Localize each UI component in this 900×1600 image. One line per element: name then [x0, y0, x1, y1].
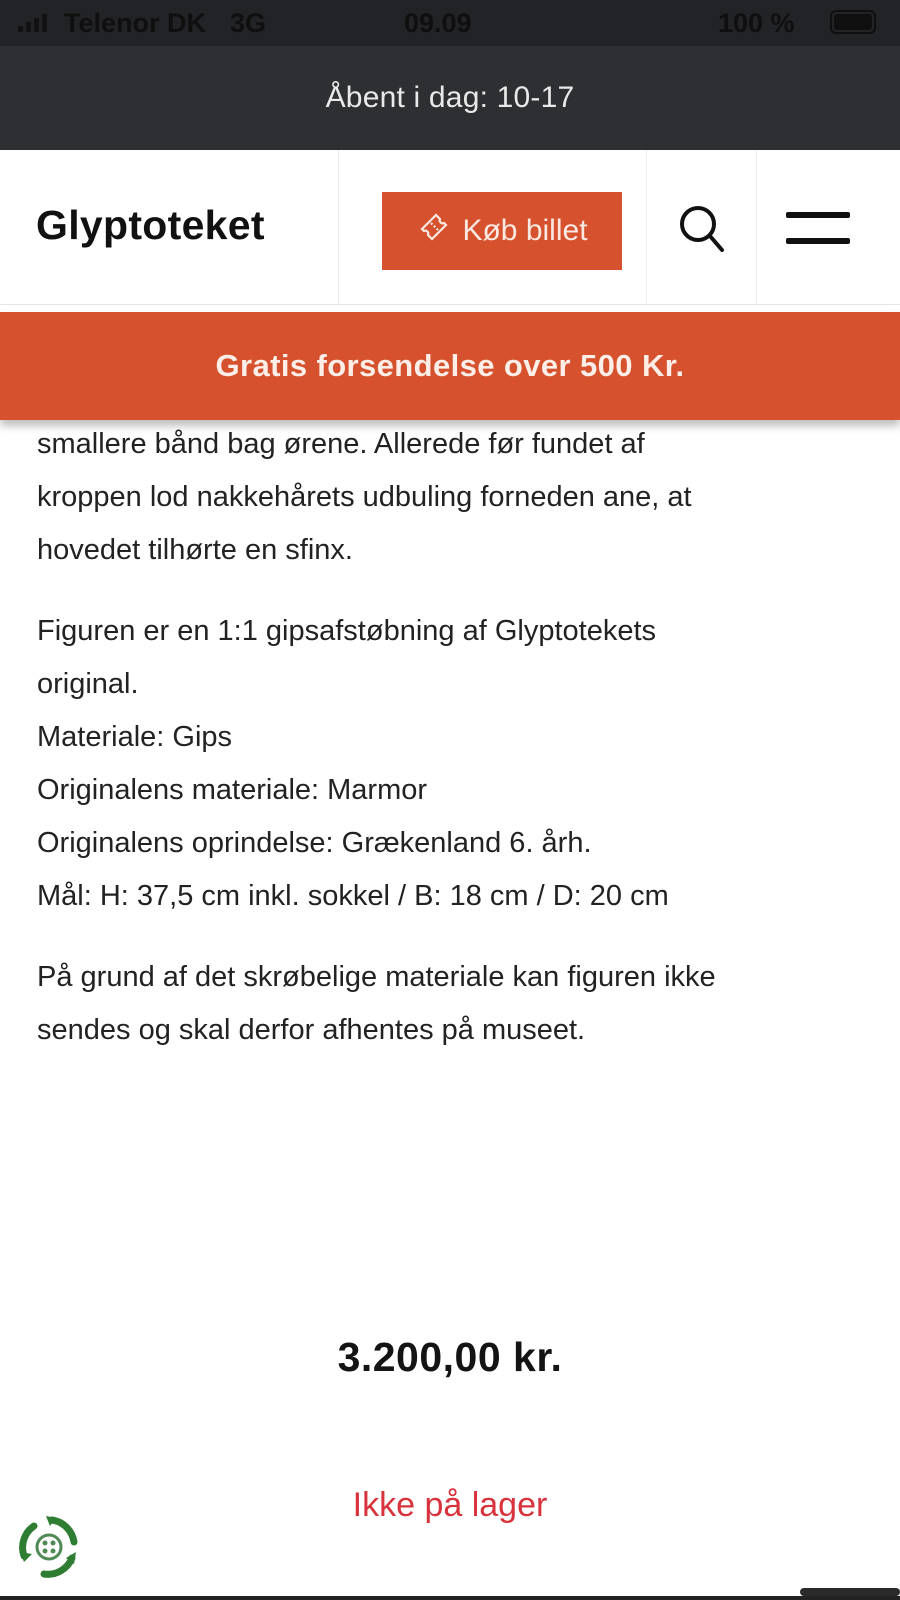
pickup-notice-line: sendes og skal derfor afhentes på museet.	[37, 1014, 586, 1046]
opening-hours-text: Åbent i dag: 10-17	[325, 81, 575, 114]
battery-percent: 100 %	[718, 8, 795, 38]
eco-recycle-icon[interactable]	[14, 1512, 84, 1582]
description-line: hovedet tilhørte en sfinx.	[37, 534, 353, 566]
opening-hours-banner	[0, 46, 900, 150]
stock-status: Ikke på lager	[352, 1486, 548, 1524]
free-shipping-text: Gratis forsendelse over 500 Kr.	[215, 348, 685, 383]
material-line: Materiale: Gips	[37, 721, 233, 753]
battery-icon	[830, 10, 876, 34]
description-line: smallere bånd bag ørene. Allerede før fundet af	[37, 428, 645, 460]
dimensions-line: Mål: H: 37,5 cm inkl. sokkel / B: 18 cm / D: 20 cm	[37, 880, 669, 912]
carrier-label: Telenor DK	[64, 8, 207, 38]
header-divider	[338, 150, 339, 304]
home-indicator[interactable]	[800, 1588, 900, 1596]
product-price: 3.200,00 kr.	[337, 1334, 563, 1380]
menu-button[interactable]	[768, 180, 868, 280]
header-divider	[756, 150, 757, 304]
description-line: kroppen lod nakkehårets udbuling forneden ane, at	[37, 481, 692, 513]
hamburger-menu-icon	[784, 206, 852, 255]
origin-line: Originalens oprindelse: Grækenland 6. årh.	[37, 827, 592, 859]
status-bar	[0, 0, 900, 46]
signal-icon	[18, 14, 47, 32]
description-line: original.	[37, 668, 139, 700]
ticket-icon	[416, 209, 452, 253]
header-divider	[646, 150, 647, 304]
description-line: Figuren er en 1:1 gipsafstøbning af Glyptotekets	[37, 615, 657, 647]
original-material-line: Originalens materiale: Marmor	[37, 774, 428, 806]
search-icon	[674, 200, 730, 261]
network-label: 3G	[230, 8, 267, 38]
clock: 09.09	[404, 8, 472, 38]
product-description	[37, 418, 867, 1057]
site-header	[0, 150, 900, 305]
buy-ticket-label: Køb billet	[462, 214, 588, 247]
site-logo[interactable]: Glyptoteket	[36, 202, 265, 248]
search-button[interactable]	[652, 180, 752, 280]
bottom-edge	[0, 1596, 900, 1600]
buy-ticket-button[interactable]	[382, 192, 622, 270]
free-shipping-banner	[0, 312, 900, 420]
pickup-notice-line: På grund af det skrøbelige materiale kan figuren ikke	[37, 961, 716, 993]
